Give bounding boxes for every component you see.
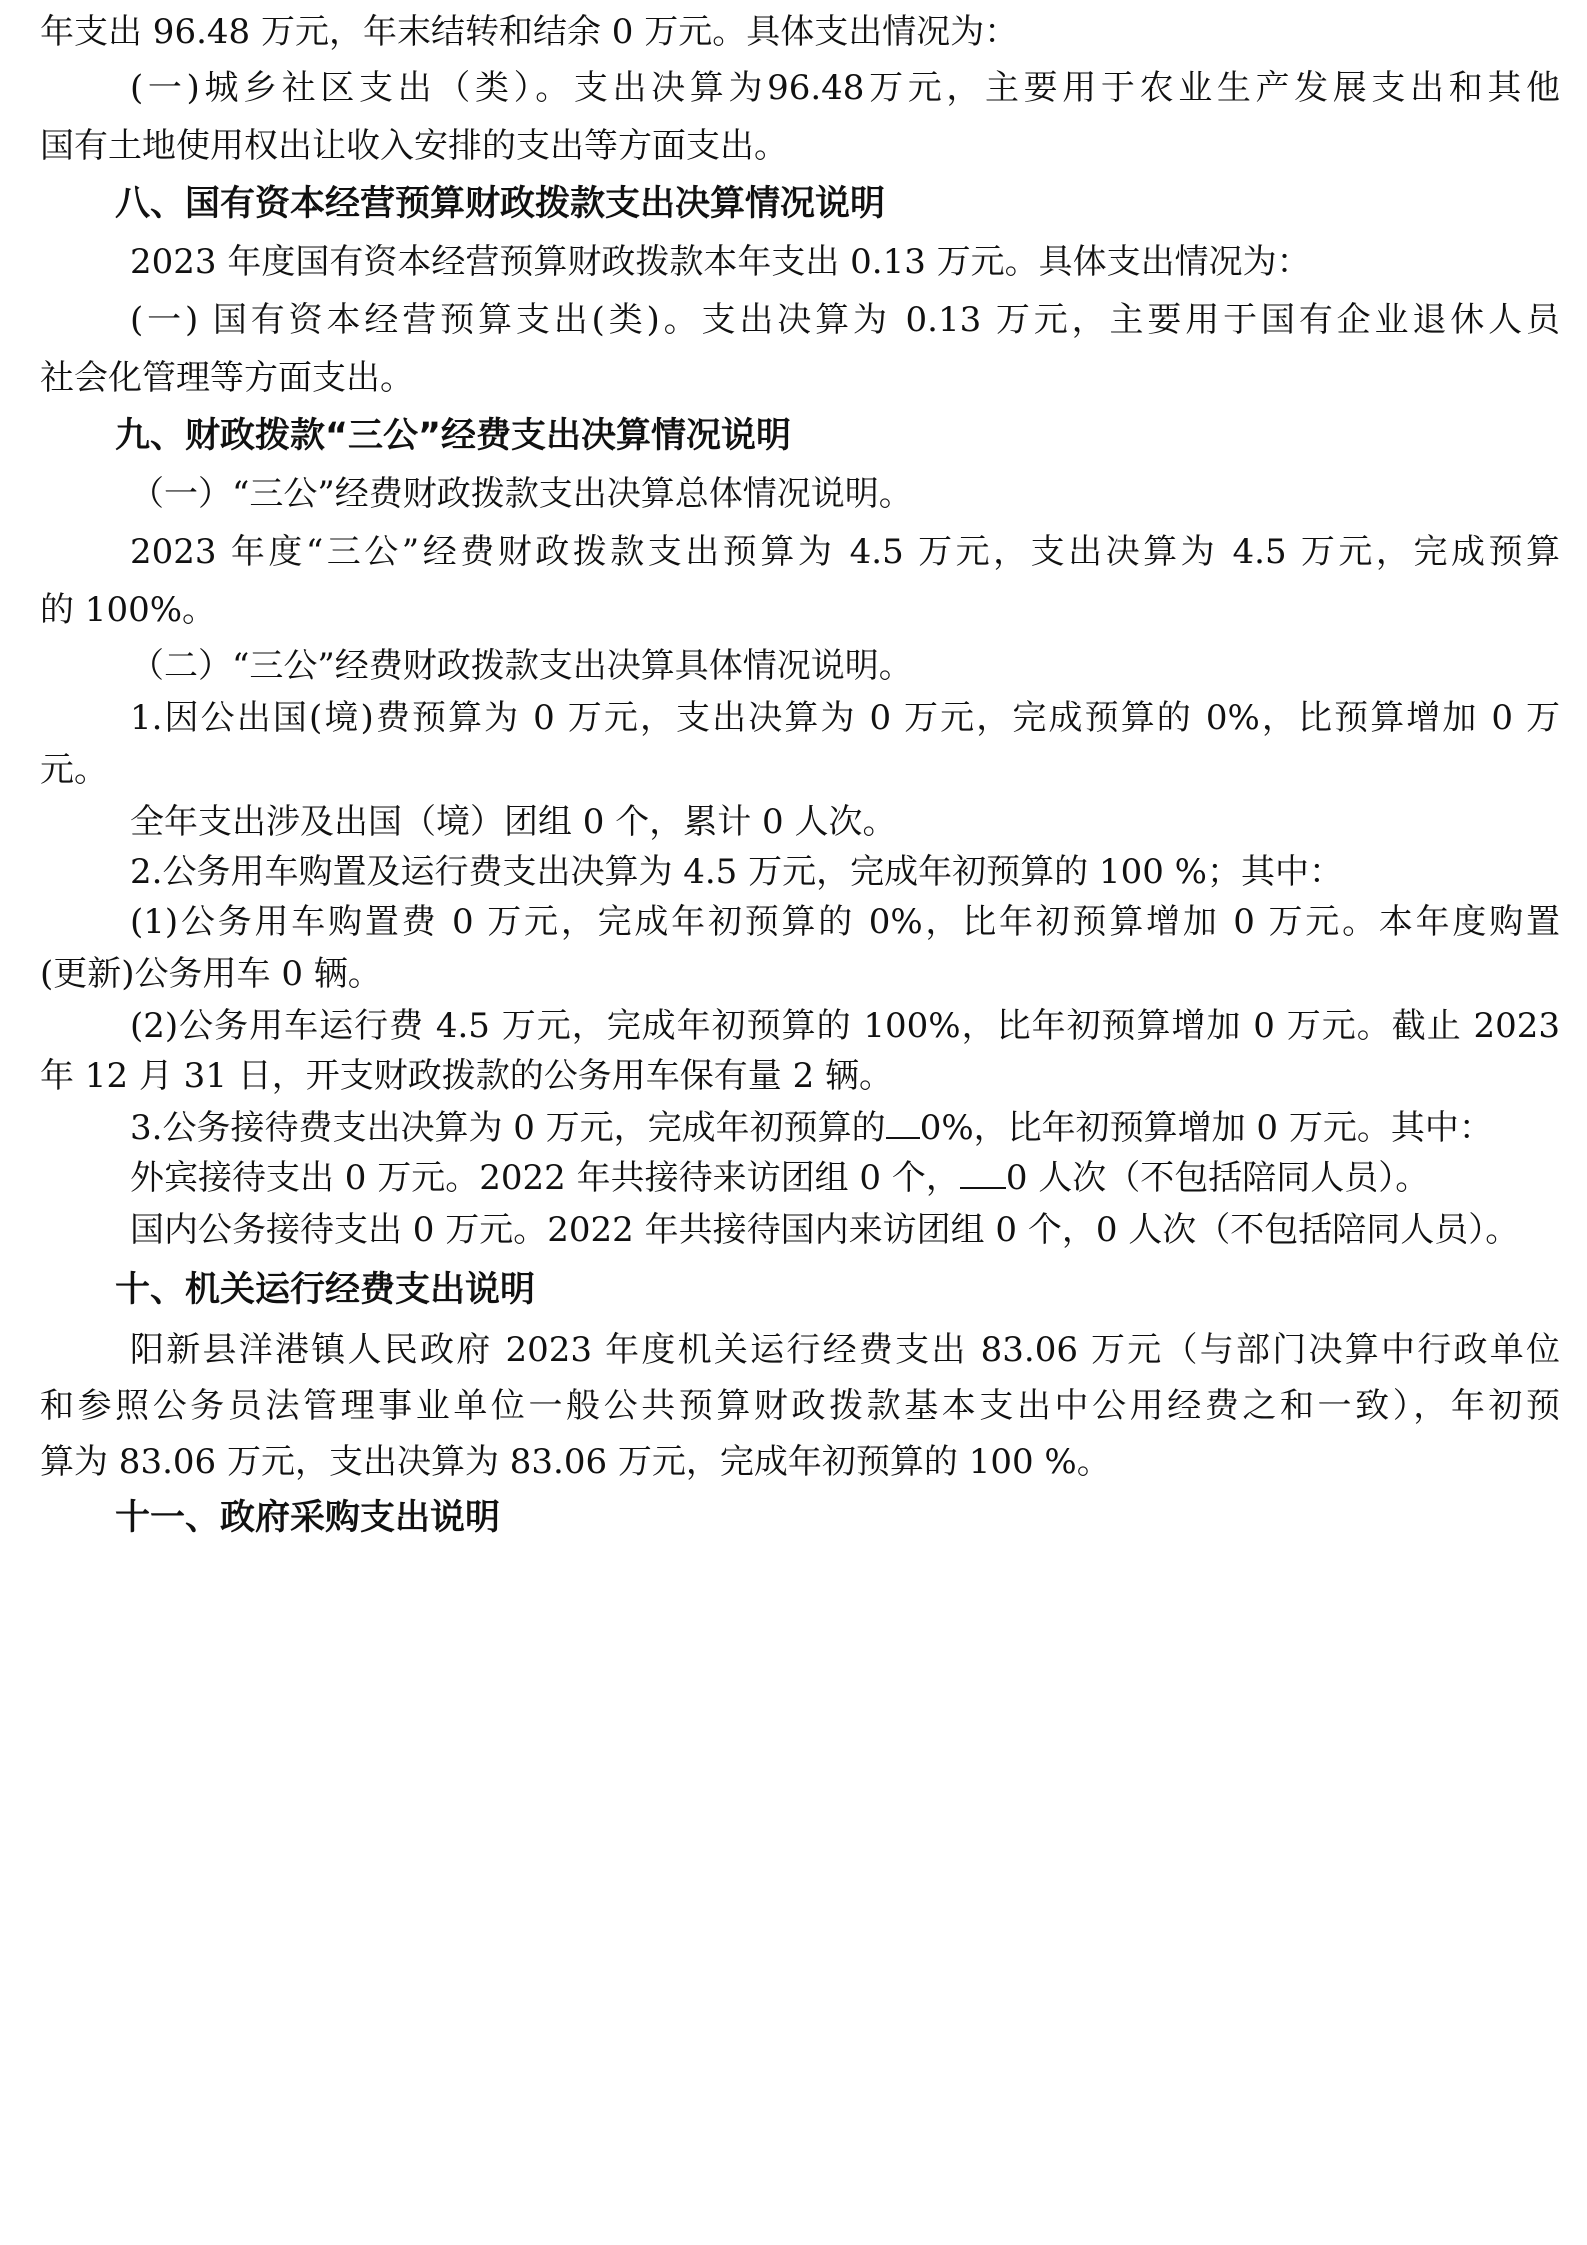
body-text-line: 元。 xyxy=(40,750,108,790)
subsection-title: （一）“三公”经费财政拨款支出决算总体情况说明。 xyxy=(130,474,913,514)
body-text-line: 国有土地使用权出让收入安排的支出等方面支出。 xyxy=(40,126,788,166)
section-heading-9: 九、财政拨款“三公”经费支出决算情况说明 xyxy=(115,416,792,456)
section-heading-8: 八、国有资本经营预算财政拨款支出决算情况说明 xyxy=(115,184,886,224)
body-text-line: (一)城乡社区支出（类）。支出决算为96.48万元，主要用于农业生产发展支出和其他 xyxy=(130,68,1560,108)
body-text-line: 和参照公务员法管理事业单位一般公共预算财政拨款基本支出中公用经费之和一致），年初预 xyxy=(40,1386,1560,1426)
line-text: 外宾接待支出 0 万元。2022 年共接待来访团组 0 个， xyxy=(130,1158,960,1198)
section-heading-10: 十、机关运行经费支出说明 xyxy=(115,1270,536,1310)
body-text-line: (一) 国有资本经营预算支出(类)。支出决算为 0.13 万元，主要用于国有企业退休人员 xyxy=(130,300,1560,340)
body-text-line xyxy=(130,1154,1560,1202)
body-text-line: 年 12 月 31 日，开支财政拨款的公务用车保有量 2 辆。 xyxy=(40,1056,894,1096)
body-text-line: 的 100%。 xyxy=(40,590,217,630)
body-text-line: 2023 年度“三公”经费财政拨款支出预算为 4.5 万元，支出决算为 4.5 万元，完成预算 xyxy=(130,532,1560,572)
fill-blank-underline xyxy=(960,1157,1006,1189)
body-text-line: 阳新县洋港镇人民政府 2023 年度机关运行经费支出 83.06 万元（与部门决算中行政单位 xyxy=(130,1330,1560,1370)
body-text-line: 全年支出涉及出国（境）团组 0 个，累计 0 人次。 xyxy=(130,802,897,842)
section-heading-11: 十一、政府采购支出说明 xyxy=(115,1498,501,1538)
body-text-line xyxy=(130,1104,1560,1152)
body-text-line: 2.公务用车购置及运行费支出决算为 4.5 万元，完成年初预算的 100 %；其中： xyxy=(130,852,1343,892)
body-text-line: (2)公务用车运行费 4.5 万元，完成年初预算的 100%，比年初预算增加 0 万元。截止 2023 xyxy=(130,1006,1560,1046)
body-text-line: 国内公务接待支出 0 万元。2022 年共接待国内来访团组 0 个，0 人次（不包括陪同人员）。 xyxy=(130,1210,1520,1250)
body-text-line: 年支出 96.48 万元，年末结转和结余 0 万元。具体支出情况为： xyxy=(40,12,1019,52)
fill-blank-underline xyxy=(886,1107,920,1139)
body-text-line: 1.因公出国(境)费预算为 0 万元，支出决算为 0 万元，完成预算的 0%，比预算增加 0 万 xyxy=(130,698,1560,738)
subsection-title: （二）“三公”经费财政拨款支出决算具体情况说明。 xyxy=(130,646,913,686)
line-text: 0 人次（不包括陪同人员）。 xyxy=(1005,1158,1430,1198)
line-text: 0%，比年初预算增加 0 万元。其中： xyxy=(919,1108,1493,1148)
body-text-line: 社会化管理等方面支出。 xyxy=(40,358,414,398)
body-text-line: 2023 年度国有资本经营预算财政拨款本年支出 0.13 万元。具体支出情况为： xyxy=(130,242,1311,282)
body-text-line: 算为 83.06 万元，支出决算为 83.06 万元，完成年初预算的 100 %。 xyxy=(40,1442,1111,1482)
body-text-line: (1)公务用车购置费 0 万元，完成年初预算的 0%，比年初预算增加 0 万元。本年度购置 xyxy=(130,902,1560,942)
body-text-line: (更新)公务用车 0 辆。 xyxy=(40,954,382,994)
line-text: 3.公务接待费支出决算为 0 万元，完成年初预算的 xyxy=(130,1108,886,1148)
